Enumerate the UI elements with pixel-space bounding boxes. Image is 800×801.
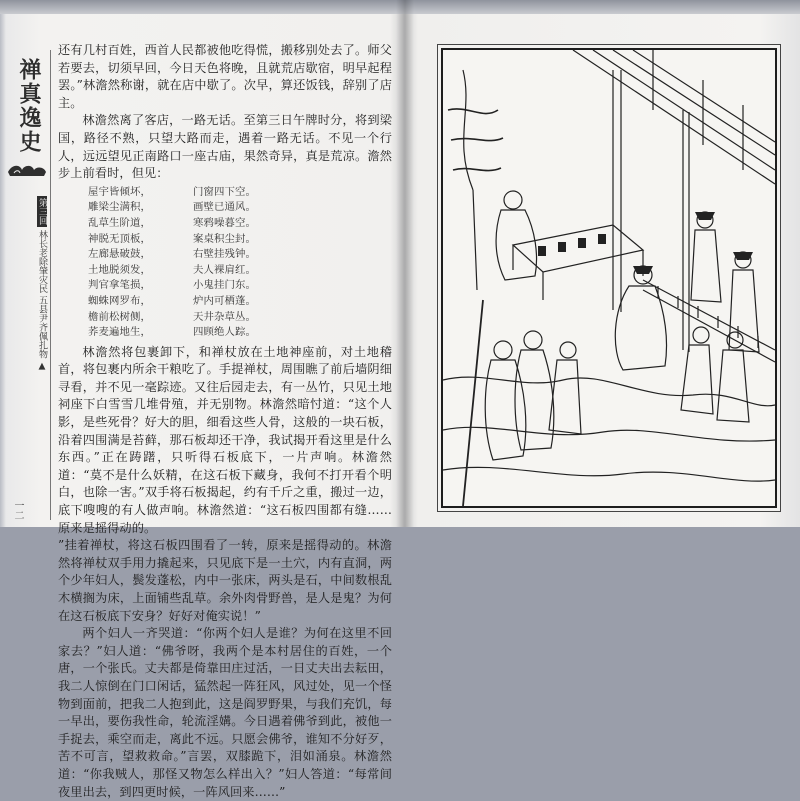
chapter-title-part2: 五县尹齐佩扎物: [37, 295, 47, 359]
page-number: 一二: [12, 500, 23, 520]
poem-line: 蜘蛛网罗布，: [88, 294, 151, 307]
poem-line: 画壁已通风。: [193, 201, 256, 214]
poem-line: 屋宇皆倾坏，: [88, 185, 151, 198]
book-gutter: [396, 0, 414, 527]
paragraph-3: 林澹然将包裹卸下，和禅杖放在土地神座前，对土地稽首，将包裹内所余干粮吃了。手提禅杖，周围瞧了前后墙阴细寻看，并不见一毫踪迹。又往后园走去，有一丛竹，只见土地祠座下白雪雪几堆骨殖，并无别物。林澹然暗忖道：“这个人影，是些死骨？好大的胆，细看这些人骨，这般的一块石板，沿着四围满是苔藓，那石板却还干净，我试揭开看这里是什么东西。”正在踌躇，只听得石板底下，一片声响。林澹然道：“莫不是什么妖精，在这石板下藏身，我何不打开看个明白，也除一害。”双手将石板揭起，约有千斤之重，搬过一边，底下嗖嗖的有人做声响。林澹然道：“这石板四围都有缝……原来是摇得动的。: [58, 344, 392, 535]
poem-line: 右壁挂残钟。: [193, 248, 256, 261]
illustration-drawing: [443, 50, 775, 506]
chapter-title-part1: 林长老除肇灾民: [37, 229, 47, 293]
body-text: [58, 42, 392, 799]
chapter-strip: 第三回 林长老除肇灾民 五县尹齐佩扎物 ▲: [37, 198, 47, 372]
poem-block: [58, 185, 392, 341]
margin-rule: [50, 50, 51, 520]
cloud-ornament-icon: [6, 162, 48, 178]
poem-line: 檐前松树侧，: [88, 310, 151, 323]
poem-line: 小鬼挂门东。: [193, 279, 256, 292]
poem-line: 门窗四下空。: [193, 185, 256, 198]
poem-line: 判官拿笔损，: [88, 279, 151, 292]
poem-line: 神脱无顶板，: [88, 232, 151, 245]
poem-line: 乱草生阶道，: [88, 216, 151, 229]
poem-line: 雕梁尘满积，: [88, 201, 151, 214]
poem-line: 炉内可栖蓬。: [193, 294, 256, 307]
poem-line: 案桌积尘封。: [193, 232, 256, 245]
paragraph-1: 还有几村百姓，西首人民都被他吃得慌，搬移别处去了。师父若要去，切须早回，今日天色将晚，且就荒店歇宿，明早起程罢。”林澹然称谢，就在店中歇了。次早，算还饭钱，辞别了店主。: [58, 43, 392, 110]
paragraph-5: 两个妇人一齐哭道：“你两个妇人是谁？为何在这里不回家去？”妇人道：“佛爷呀，我两个是本村居住的百姓，一个唐，一个张氏。丈夫都是倚靠田庄过活，一日丈夫出去耘田，我二人惊倒在门口闲话，猛然起一阵狂风，风过处，见一个怪物到面前，把我二人抱到此，这是阎罗野果，与我们充饥，每一早出，要伤我性命，轮流淫媾。今日遇着佛爷到此，被他一手捉去，乘空而走，离此不远。只愿会佛爷，谁知不分好歹，苦不可言，望救救命。”言罢，双膝跪下，泪如涌泉。林澹然道：“你我贼人，那怪又物怎么样出入？”妇人答道：“每常间夜里出去，到四更时候，一阵风回来……”: [58, 626, 392, 799]
poem-line: 左廊悬破鼓，: [88, 248, 151, 261]
chapter-number: 第三回: [37, 198, 47, 225]
woodblock-illustration: [441, 48, 777, 508]
book-title: 禅真逸史: [16, 58, 41, 154]
poem-line: 荞麦遍地生，: [88, 326, 151, 339]
poem-line: 寒鸦噪暮空。: [193, 216, 256, 229]
paragraph-4: ”挂着禅杖，将这石板四围看了一转，原来是摇得动的。林澹然将禅杖双手用力撬起来，只见底下是一土穴，内有直洞，两个少年妇人，鬓发蓬松，内中一张床，两头是石，中间数根乱木横搁为床，上面铺些乱草。余外肉骨野兽，是人是鬼？为何在这石板底下安身？好好对俺实说！”: [58, 538, 392, 623]
paragraph-2: 林澹然离了客店，一路无话。至第三日午牌时分，将到梁国，路径不熟，只望大路而走，遇着一路无话。不见一个行人，远远望见正南路口一座古庙，果然奇异，真是荒凉。澹然步上前看时，但见：: [58, 113, 392, 181]
poem-line: 天井杂草丛。: [193, 310, 256, 323]
poem-line: 四顾绝人踪。: [193, 326, 256, 339]
poem-line: 夫人裸肩红。: [193, 263, 256, 276]
poem-line: 土地脱须发，: [88, 263, 151, 276]
